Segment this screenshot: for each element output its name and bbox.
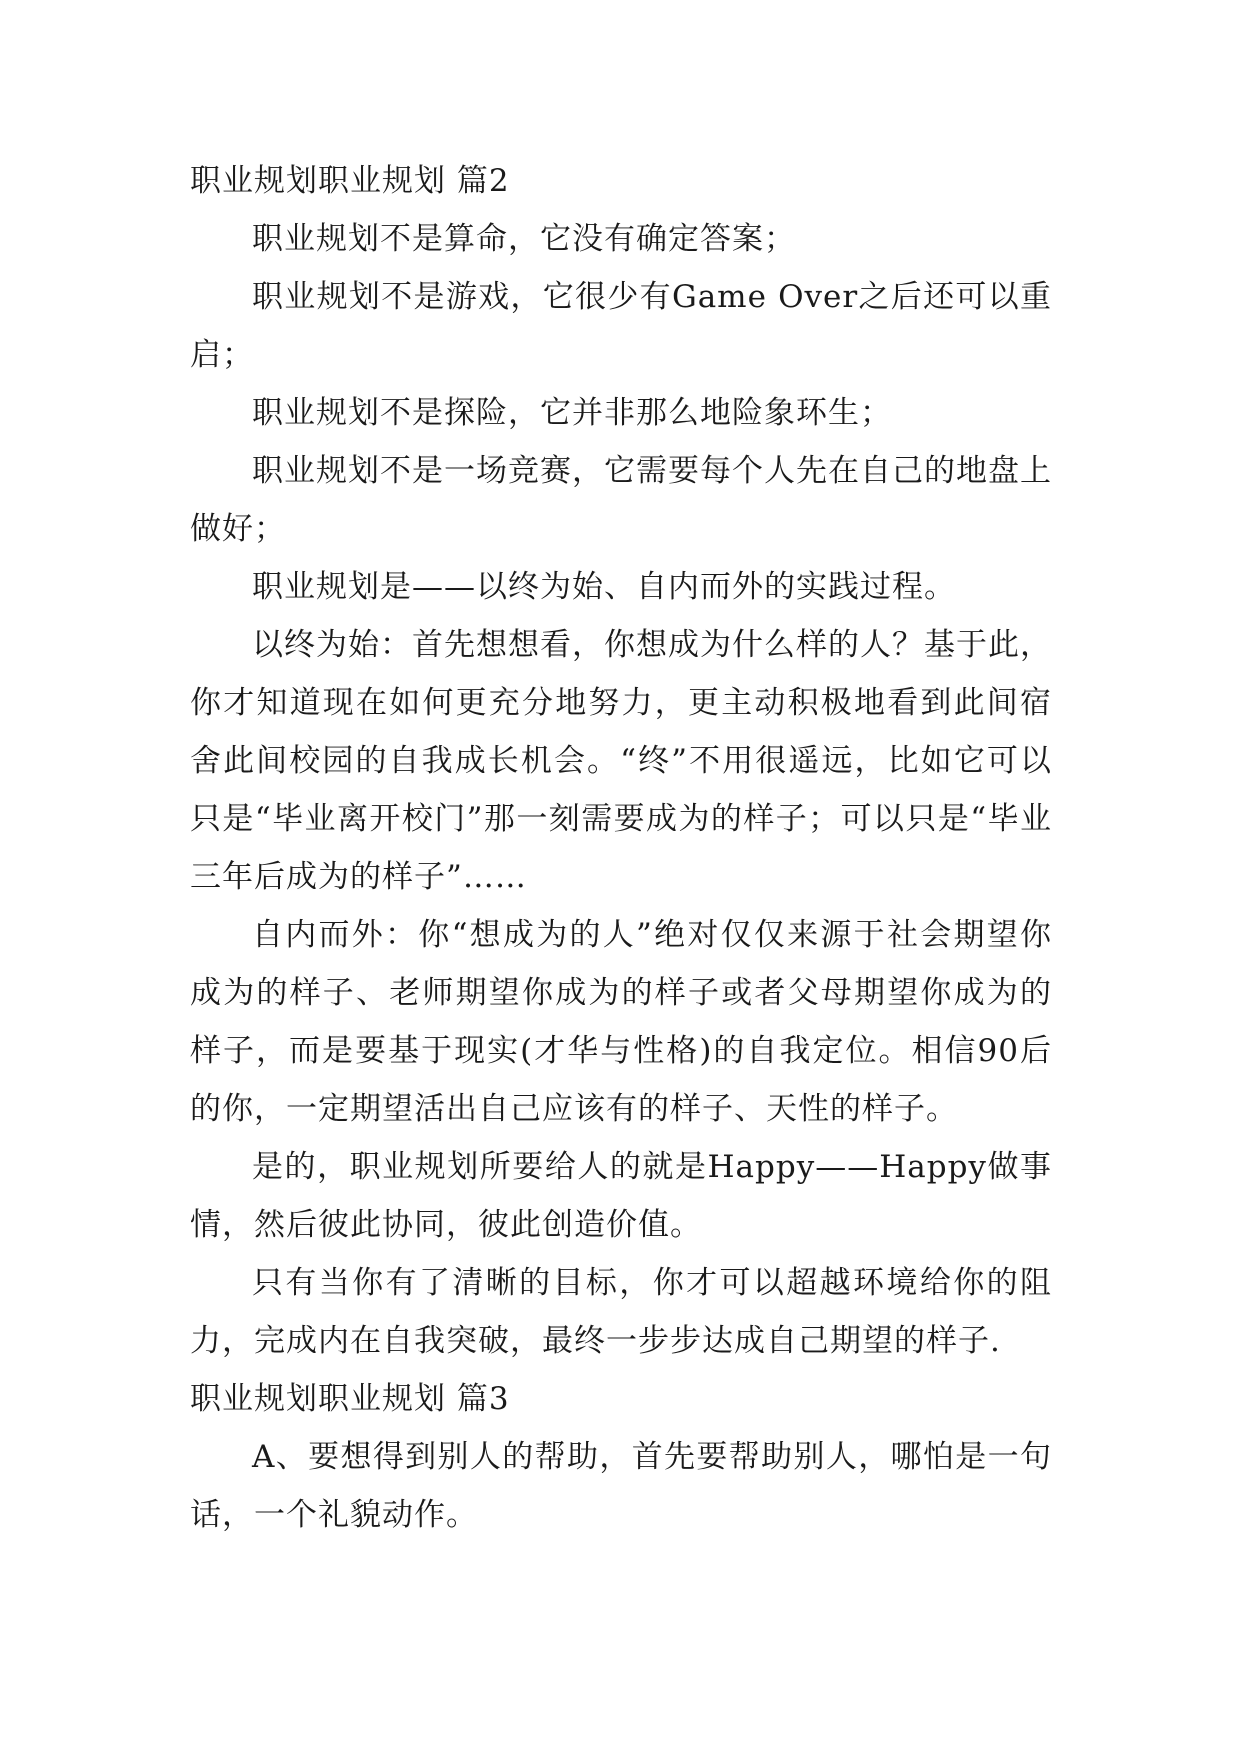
paragraph: 职业规划是——以终为始、自内而外的实践过程。	[252, 569, 956, 605]
document-page	[190, 152, 1052, 1544]
paragraph: 职业规划不是一场竞赛，它需要每个人先在自己的地盘上做好；	[190, 453, 1052, 547]
paragraph: 职业规划不是游戏，它很少有Game Over之后还可以重启；	[190, 279, 1052, 373]
section-heading-2: 职业规划职业规划 篇2	[190, 163, 510, 199]
paragraph: 是的，职业规划所要给人的就是Happy——Happy做事情，然后彼此协同，彼此创造价值。	[190, 1149, 1052, 1243]
paragraph: 以终为始：首先想想看，你想成为什么样的人？基于此，你才知道现在如何更充分地努力，更主动积极地看到此间宿舍此间校园的自我成长机会。“终”不用很遥远，比如它可以只是“毕业离开校门”那一刻需要成为的样子；可以只是“毕业三年后成为的样子”……	[190, 627, 1052, 895]
paragraph: 职业规划不是探险，它并非那么地险象环生；	[252, 395, 892, 431]
paragraph: 自内而外：你“想成为的人”绝对仅仅来源于社会期望你成为的样子、老师期望你成为的样子或者父母期望你成为的样子，而是要基于现实(才华与性格)的自我定位。相信90后的你，一定期望活出自己应该有的样子、天性的样子。	[190, 917, 1052, 1127]
section-heading-3: 职业规划职业规划 篇3	[190, 1381, 510, 1417]
paragraph: 只有当你有了清晰的目标，你才可以超越环境给你的阻力，完成内在自我突破，最终一步步达成自己期望的样子.	[190, 1265, 1052, 1359]
paragraph: A、要想得到别人的帮助，首先要帮助别人，哪怕是一句话，一个礼貌动作。	[190, 1439, 1052, 1533]
paragraph: 职业规划不是算命，它没有确定答案；	[252, 221, 796, 257]
